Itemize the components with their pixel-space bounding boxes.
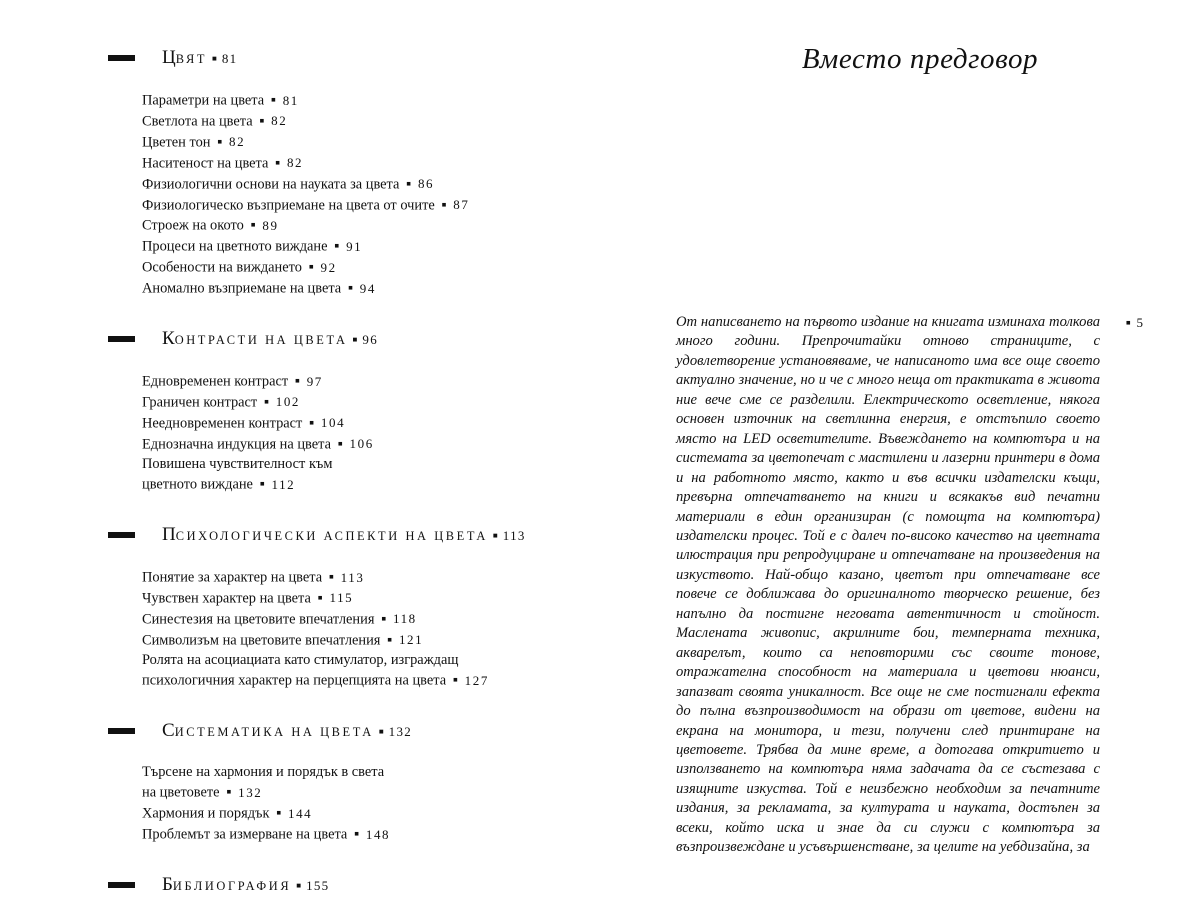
- section-page-number: 96: [362, 332, 378, 348]
- toc-entry-label: Неедновременен контраст: [142, 415, 303, 432]
- bullet-square-icon: ■: [492, 531, 498, 540]
- bullet-square-icon: ■: [453, 675, 458, 685]
- toc-section-title: [162, 48, 237, 68]
- toc-entry-label: Особености на виждането: [142, 259, 302, 276]
- page-marker-square-icon: ■: [1126, 317, 1131, 327]
- section-title-rest: ИСТЕМАТИКА НА ЦВЕТА: [174, 724, 374, 739]
- toc-entry-page-number: 89: [262, 217, 279, 233]
- heading-rule-icon: [108, 55, 135, 61]
- bullet-square-icon: ■: [226, 787, 232, 797]
- toc-entry-page-number: 148: [365, 826, 391, 842]
- section-title-initial: С: [162, 719, 175, 741]
- toc-entry-label: Хармония и порядък: [142, 805, 270, 822]
- toc-entry-line: [142, 413, 578, 434]
- toc-entry-line: [142, 132, 578, 153]
- toc-entry-line: [142, 630, 578, 651]
- toc-entry[interactable]: [142, 111, 578, 132]
- toc-section-title: [162, 875, 329, 895]
- bullet-square-icon: ■: [406, 178, 411, 188]
- section-title-initial: К: [162, 328, 175, 350]
- toc-section-cvyat: [108, 48, 578, 299]
- toc-entry-line: [142, 434, 578, 455]
- bullet-square-icon: ■: [276, 808, 281, 818]
- toc-entry-line: [142, 392, 578, 413]
- toc-entry[interactable]: [142, 455, 578, 495]
- bullet-square-icon: ■: [264, 396, 269, 406]
- bullet-square-icon: ■: [334, 241, 340, 251]
- toc-entry-line: [142, 609, 578, 630]
- toc-entry-label: Синестезия на цветовите впечатления: [142, 611, 375, 628]
- bullet-square-icon: ■: [309, 417, 314, 427]
- toc-section-sistematika: [108, 721, 578, 845]
- toc-entry-page-number: 112: [271, 476, 296, 492]
- toc-entry-page-number: 104: [320, 415, 346, 431]
- toc-entry-line: [142, 782, 578, 803]
- toc-section-heading[interactable]: [108, 721, 578, 741]
- toc-entry[interactable]: [142, 153, 578, 174]
- section-title-rest: СИХОЛОГИЧЕСКИ АСПЕКТИ НА ЦВЕТА: [175, 529, 488, 543]
- bullet-square-icon: ■: [295, 376, 300, 386]
- table-of-contents: [108, 48, 578, 917]
- toc-entry[interactable]: [142, 174, 578, 195]
- bullet-square-icon: ■: [259, 479, 265, 489]
- toc-entry-label: цветното виждане: [142, 476, 253, 493]
- toc-entry-line: [142, 567, 578, 588]
- section-page-number: 132: [388, 723, 413, 739]
- toc-entry[interactable]: [142, 630, 578, 651]
- toc-entry[interactable]: [142, 392, 578, 413]
- bullet-square-icon: ■: [317, 592, 323, 602]
- toc-entry-line: [142, 588, 578, 609]
- bullet-square-icon: ■: [275, 157, 280, 167]
- toc-entry-label: Процеси на цветното виждане: [142, 238, 328, 255]
- toc-entry-label: Физиологични основи на науката за цвета: [142, 176, 400, 193]
- toc-entry-label: Цветен тон: [142, 134, 211, 151]
- toc-entry-label: Граничен контраст: [142, 394, 258, 411]
- toc-entry-page-number: 115: [329, 590, 354, 606]
- toc-entry-line: [142, 111, 578, 132]
- toc-entry-page-number: 87: [453, 197, 470, 213]
- toc-entry-page-number: 91: [346, 238, 363, 254]
- section-page-number: 155: [306, 878, 330, 894]
- toc-entry-page-number: 81: [282, 92, 299, 108]
- section-title-rest: ОНТРАСТИ НА ЦВЕТА: [174, 333, 348, 348]
- toc-entry-label: Физиологическо възприемане на цвета от очите: [142, 197, 435, 214]
- foreword-title: Вместо предговор: [801, 43, 1039, 75]
- toc-entry-page-number: 82: [229, 134, 246, 150]
- bullet-square-icon: ■: [352, 335, 358, 345]
- toc-entry-list: [108, 371, 578, 495]
- toc-entry[interactable]: [142, 413, 578, 434]
- heading-rule-icon: [108, 336, 135, 342]
- section-page-number: 81: [221, 51, 238, 66]
- section-page-number: 113: [502, 528, 526, 543]
- bullet-square-icon: ■: [271, 95, 276, 104]
- toc-entry-label: Повишена чувствителност към: [142, 455, 333, 472]
- toc-section-psihologicheski: [108, 525, 578, 691]
- toc-entry-page-number: 102: [275, 394, 301, 410]
- toc-entry-label: Строеж на окото: [142, 217, 244, 234]
- toc-entry-line: [142, 803, 578, 824]
- toc-entry-label: Понятие за характер на цвета: [142, 569, 323, 586]
- toc-entry[interactable]: [142, 824, 578, 845]
- section-title-initial: П: [162, 524, 176, 545]
- section-title-rest: ИБЛИОГРАФИЯ: [172, 879, 292, 894]
- bullet-square-icon: ■: [381, 613, 386, 623]
- toc-entry-label: Проблемът за измерване на цвета: [142, 826, 348, 843]
- toc-entry[interactable]: [142, 195, 578, 216]
- toc-entry-label: Наситеност на цвета: [142, 155, 269, 172]
- toc-entry-page-number: 106: [349, 436, 374, 452]
- toc-entry-page-number: 97: [306, 373, 323, 389]
- toc-entry-line: [142, 236, 578, 257]
- bullet-square-icon: ■: [296, 881, 302, 891]
- toc-section-bibliografiya: [108, 875, 578, 895]
- toc-entry-line: [142, 763, 578, 782]
- toc-entry[interactable]: [142, 90, 578, 111]
- toc-entry-page-number: 113: [340, 569, 365, 585]
- toc-entry[interactable]: [142, 257, 578, 278]
- page-number: 5: [1136, 315, 1144, 330]
- toc-section-heading[interactable]: [108, 48, 578, 68]
- bullet-square-icon: ■: [378, 726, 384, 736]
- heading-rule-icon: [108, 532, 135, 538]
- toc-entry[interactable]: [142, 609, 578, 630]
- toc-sections-container: [108, 48, 578, 895]
- bullet-square-icon: ■: [250, 220, 256, 230]
- toc-entry-line: [142, 215, 578, 236]
- toc-entry-line: [142, 153, 578, 174]
- toc-entry-page-number: 144: [287, 805, 313, 821]
- toc-entry-page-number: 118: [392, 611, 417, 627]
- toc-entry-label: Символизъм на цветовите впечатления: [142, 632, 381, 649]
- toc-entry-line: [142, 90, 578, 111]
- toc-entry-page-number: 82: [286, 155, 304, 171]
- toc-entry-line: [142, 455, 578, 474]
- foreword-paragraph: От написването на първото издание на книгата изминаха толкова много години. Препрочитайки отново страниците, с удовлетворение установяваме, че написаното има все още своето актуално значение, но и че с много неща от практиката в живота ние вече сме се разделили. Електрическото осветление, някога основен източник на светлинна енергия, е отстъпило своето място на LED осветителите. Въвеждането на компютъра и на системата за цветопечат с мастилени и лазерни принтери в дома и на работното място, както и във всички издателски къщи, превърна отпечатването на книги и всякакъв вид печатни материали в един организиран (с помощта на компютъра) издателски процес. Той е с далеч по-високо качество на цветната илюстрация при репродуциране и отпечатване на произведения на изкуството. Най-общо казано, цветът при отпечатване все повече се доближава до оригиналното творческо решение, без напълно да постигне неговата автентичност и стойност. Маслената живопис, акрилните бои, темперната техника, акварелът, които са неповторими със своите тонове, отражателна способност на материала и цветови нюанси, запазват своята уникалност. Все още не сме постигнали ефекта до пълна възпроизводимост на образи от цветове, видени на екрана на монитора, и тези, получени след принтиране на цветовете. Трябва да мине време, а дотогава откритието и използването на компютъра няма задачата да се състезава с изящните изкуства. Той е неизбежно необходим за печатните издания, за рекламата, за културата и науката, достъпен за всеки, който иска и знае да си служи с компютъра за възпроизвеждане и усъвършенстване, за целите на уебдизайна, за: [676, 314, 1100, 856]
- toc-entry-list: [108, 567, 578, 691]
- toc-entry[interactable]: [142, 588, 578, 609]
- toc-entry-page-number: 82: [271, 113, 288, 129]
- toc-entry-page-number: 94: [359, 280, 376, 296]
- toc-section-heading[interactable]: [108, 525, 578, 545]
- toc-entry[interactable]: [142, 278, 578, 299]
- toc-section-heading[interactable]: [108, 875, 578, 895]
- toc-entry-label: Ролята на асоциациата като стимулатор, изграждащ: [142, 651, 459, 668]
- bullet-square-icon: ■: [354, 829, 359, 839]
- bullet-square-icon: ■: [338, 438, 343, 448]
- toc-entry-line: [142, 195, 578, 216]
- section-title-initial: Ц: [162, 47, 176, 68]
- heading-rule-icon: [108, 882, 135, 888]
- toc-entry[interactable]: [142, 763, 578, 803]
- foreword-body-text: [676, 313, 1100, 858]
- bullet-square-icon: ■: [348, 283, 353, 293]
- toc-entry-page-number: 132: [238, 784, 263, 800]
- heading-rule-icon: [108, 728, 135, 734]
- toc-entry[interactable]: [142, 236, 578, 257]
- foreword-page: [676, 0, 1176, 856]
- bullet-square-icon: ■: [387, 634, 392, 644]
- toc-entry[interactable]: [142, 803, 578, 824]
- toc-entry[interactable]: [142, 215, 578, 236]
- toc-entry-line: [142, 257, 578, 278]
- toc-entry-line: [142, 174, 578, 195]
- toc-entry-page-number: 86: [417, 176, 435, 192]
- toc-entry-label: Аномално възприемане на цвета: [142, 280, 342, 297]
- toc-section-heading[interactable]: [108, 329, 578, 349]
- toc-entry-line: [142, 371, 578, 392]
- toc-entry-label: психологичния характер на перцепцията на цвета: [142, 672, 447, 689]
- toc-entry[interactable]: [142, 371, 578, 392]
- toc-entry[interactable]: [142, 132, 578, 153]
- toc-section-kontrasti: [108, 329, 578, 495]
- toc-section-title: [162, 721, 412, 741]
- bullet-square-icon: ■: [329, 572, 334, 581]
- toc-entry-label: на цветовете: [142, 784, 220, 801]
- toc-entry-label: Светлота на цвета: [142, 113, 253, 130]
- toc-entry-page-number: 92: [320, 259, 337, 275]
- toc-entry[interactable]: [142, 567, 578, 588]
- toc-entry-label: Параметри на цвета: [142, 92, 265, 109]
- toc-entry-page-number: 121: [398, 632, 424, 648]
- toc-entry-list: [108, 763, 578, 845]
- toc-entry-line: [142, 474, 578, 495]
- toc-entry-label: Еднозначна индукция на цвета: [142, 436, 331, 453]
- toc-entry-list: [108, 90, 578, 299]
- toc-entry-line: [142, 651, 578, 670]
- toc-entry-label: Търсене на хармония и порядък в света: [142, 763, 385, 780]
- toc-entry-line: [142, 670, 578, 691]
- bullet-square-icon: ■: [259, 115, 265, 125]
- bullet-square-icon: ■: [441, 199, 447, 209]
- toc-entry-label: Чувствен характер на цвета: [142, 590, 311, 607]
- toc-entry-label: Едновременен контраст: [142, 373, 289, 390]
- bullet-square-icon: ■: [217, 136, 222, 146]
- bullet-square-icon: ■: [212, 54, 217, 63]
- toc-entry-page-number: 127: [464, 672, 489, 688]
- toc-entry-line: [142, 278, 578, 299]
- toc-entry[interactable]: [142, 651, 578, 691]
- toc-section-title: [162, 329, 378, 349]
- toc-entry[interactable]: [142, 434, 578, 455]
- bullet-square-icon: ■: [308, 262, 314, 272]
- section-title-rest: ВЯТ: [175, 52, 208, 66]
- toc-section-title: [162, 525, 526, 545]
- toc-entry-line: [142, 824, 578, 845]
- section-title-initial: Б: [162, 874, 173, 896]
- page-number-marker: [1126, 315, 1143, 331]
